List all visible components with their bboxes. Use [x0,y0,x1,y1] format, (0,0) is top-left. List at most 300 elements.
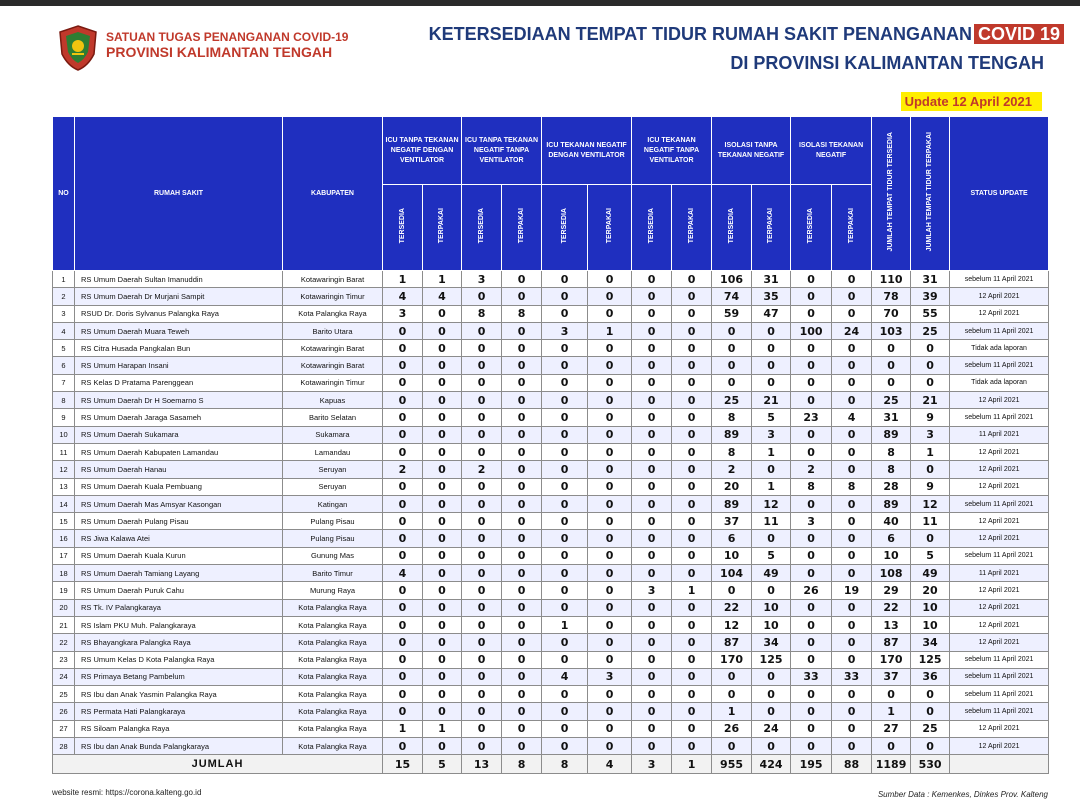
bed-count-cell: 26 [791,582,832,599]
subcol-terpakai-label: TERPAKAI [767,207,775,244]
group-icu-2: ICU TANPA TEKANAN NEGATIF TANPA VENTILATOR [462,117,542,185]
bed-count-cell: 0 [752,340,791,357]
bed-count-cell: 22 [712,599,752,616]
hospital-name: RS Citra Husada Pangkalan Bun [75,340,283,357]
bed-count-cell: 0 [752,703,791,720]
bed-count-cell: 0 [462,357,502,374]
bed-count-cell: 0 [632,599,672,616]
bed-count-cell: 0 [832,392,872,409]
bed-count-cell: 2 [462,461,502,478]
table-body [53,271,1049,755]
bed-count-cell: 0 [712,582,752,599]
bed-count-cell: 0 [423,686,462,703]
bed-count-cell: 0 [911,374,950,391]
bed-count-cell: 0 [872,340,911,357]
regency-name: Kapuas [283,392,383,409]
bed-count-cell: 0 [383,374,423,391]
bed-count-cell: 0 [423,322,462,339]
row-number: 19 [53,582,75,599]
row-number: 15 [53,513,75,530]
bed-count-cell: 0 [462,565,502,582]
bed-count-cell: 0 [423,565,462,582]
bed-count-cell: 0 [588,409,632,426]
row-number: 10 [53,426,75,443]
bed-count-cell: 0 [712,357,752,374]
regency-name: Kotawaringin Barat [283,271,383,288]
bed-count-cell: 0 [672,651,712,668]
bed-count-cell: 13 [872,616,911,633]
bed-count-cell: 0 [588,288,632,305]
bed-count-cell: 0 [462,582,502,599]
bed-count-cell: 0 [588,495,632,512]
bed-count-cell: 0 [542,738,588,755]
regency-name: Pulang Pisau [283,530,383,547]
bed-count-cell: 0 [712,340,752,357]
row-number: 21 [53,616,75,633]
website-link[interactable]: website resmi: https://corona.kalteng.go.id [52,788,202,797]
table-row [53,530,1049,547]
bed-count-cell: 3 [752,426,791,443]
bed-count-cell: 1 [872,703,911,720]
col-status-update: STATUS UPDATE [950,117,1049,271]
bed-count-cell: 0 [542,720,588,737]
bed-count-cell: 0 [588,686,632,703]
bed-count-cell: 0 [911,530,950,547]
bed-count-cell: 29 [872,582,911,599]
bed-count-cell: 0 [383,616,423,633]
bed-count-cell: 34 [752,634,791,651]
regency-name: Barito Selatan [283,409,383,426]
group-icu-3: ICU TEKANAN NEGATIF DENGAN VENTILATOR [542,117,632,185]
bed-count-cell: 103 [872,322,911,339]
total-cell: 1189 [872,755,911,774]
bed-count-cell: 0 [632,357,672,374]
table-header [53,117,1049,271]
total-cell: 195 [791,755,832,774]
bed-count-cell: 0 [423,616,462,633]
bed-count-cell: 0 [383,599,423,616]
bed-count-cell: 33 [832,668,872,685]
bed-count-cell: 0 [632,478,672,495]
bed-count-cell: 0 [502,582,542,599]
hospital-name: RS Umum Daerah Kabupaten Lamandau [75,443,283,460]
bed-count-cell: 0 [832,530,872,547]
bed-count-cell: 0 [383,686,423,703]
hospital-name: RS Umum Daerah Tamiang Layang [75,565,283,582]
bed-count-cell: 0 [752,461,791,478]
status-update-cell: sebelum 11 April 2021 [950,703,1049,720]
total-cell: 3 [632,755,672,774]
bed-count-cell: 1 [542,616,588,633]
status-update-cell: 12 April 2021 [950,530,1049,547]
bed-count-cell: 36 [911,668,950,685]
row-number: 1 [53,271,75,288]
bed-count-cell: 0 [632,547,672,564]
bed-count-cell: 0 [462,288,502,305]
status-update-cell: 12 April 2021 [950,616,1049,633]
bed-count-cell: 0 [502,547,542,564]
bed-count-cell: 0 [588,565,632,582]
bed-count-cell: 19 [832,582,872,599]
bed-count-cell: 0 [542,271,588,288]
bed-count-cell: 40 [872,513,911,530]
hospital-name: RS Umum Daerah Hanau [75,461,283,478]
table-row [53,703,1049,720]
bed-count-cell: 0 [632,271,672,288]
bed-count-cell: 4 [832,409,872,426]
row-number: 28 [53,738,75,755]
bed-count-cell: 0 [911,357,950,374]
hospital-name: RS Umum Daerah Dr Murjani Sampit [75,288,283,305]
row-number: 4 [53,322,75,339]
subcol-terpakai-label: TERPAKAI [847,207,855,244]
bed-count-cell: 0 [502,271,542,288]
bed-count-cell: 4 [383,288,423,305]
bed-count-cell: 0 [791,443,832,460]
bed-count-cell: 0 [672,478,712,495]
total-cell: 530 [911,755,950,774]
bed-count-cell: 1 [752,478,791,495]
bed-count-cell: 22 [872,599,911,616]
hospital-name: RS Islam PKU Muh. Palangkaraya [75,616,283,633]
bed-count-cell: 0 [832,443,872,460]
table-row [53,271,1049,288]
table-row [53,340,1049,357]
bed-count-cell: 0 [542,392,588,409]
bed-count-cell: 0 [423,340,462,357]
bed-count-cell: 0 [672,668,712,685]
bed-count-cell: 8 [791,478,832,495]
regency-name: Gunung Mas [283,547,383,564]
bed-count-cell: 0 [462,720,502,737]
bed-count-cell: 2 [712,461,752,478]
bed-count-cell: 20 [712,478,752,495]
bed-count-cell: 0 [502,513,542,530]
bed-count-cell: 0 [791,599,832,616]
bed-count-cell: 0 [383,634,423,651]
status-update-cell: 12 April 2021 [950,288,1049,305]
bed-count-cell: 4 [423,288,462,305]
hospital-name: RS Umum Daerah Dr H Soemarno S [75,392,283,409]
bed-count-cell: 1 [383,720,423,737]
subcol-tersedia [542,185,588,271]
bed-count-cell: 0 [462,322,502,339]
bed-count-cell: 0 [712,322,752,339]
subcol-tersedia [632,185,672,271]
covid-badge: COVID 19 [974,24,1064,44]
bed-count-cell: 0 [423,426,462,443]
table-row [53,720,1049,737]
bed-count-cell: 0 [588,738,632,755]
status-update-cell: sebelum 11 April 2021 [950,686,1049,703]
bed-count-cell: 0 [672,357,712,374]
bed-count-cell: 0 [872,738,911,755]
total-cell: 955 [712,755,752,774]
total-cell: 1 [672,755,712,774]
bed-count-cell: 8 [712,409,752,426]
title-line-2: DI PROVINSI KALIMANTAN TENGAH [730,53,1044,73]
bed-count-cell: 0 [911,686,950,703]
regency-name: Kota Palangka Raya [283,305,383,322]
bed-count-cell: 0 [542,686,588,703]
bed-count-cell: 0 [542,582,588,599]
hospital-name: RS Umum Daerah Pulang Pisau [75,513,283,530]
bed-count-cell: 0 [712,374,752,391]
bed-count-cell: 0 [632,374,672,391]
bed-count-cell: 0 [462,599,502,616]
bed-count-cell: 0 [872,357,911,374]
regency-name: Kota Palangka Raya [283,651,383,668]
organization-name [106,30,348,60]
bed-count-cell: 0 [672,409,712,426]
bed-count-cell: 0 [423,547,462,564]
bed-count-cell: 0 [672,565,712,582]
bed-count-cell: 170 [712,651,752,668]
status-update-cell: 12 April 2021 [950,738,1049,755]
bed-count-cell: 0 [502,409,542,426]
bed-count-cell: 0 [832,599,872,616]
subcol-tersedia-label: TERSEDIA [560,207,568,244]
row-number: 5 [53,340,75,357]
bed-count-cell: 0 [832,271,872,288]
col-kabupaten: KABUPATEN [283,117,383,271]
bed-count-cell: 0 [832,305,872,322]
subcol-terpakai-label: TERPAKAI [687,207,695,244]
regency-name: Kota Palangka Raya [283,738,383,755]
bed-count-cell: 27 [872,720,911,737]
bed-count-cell: 0 [542,340,588,357]
table-row [53,288,1049,305]
table-row [53,443,1049,460]
col-rumah-sakit: RUMAH SAKIT [75,117,283,271]
table-row [53,616,1049,633]
row-number: 25 [53,686,75,703]
status-update-cell: 12 April 2021 [950,582,1049,599]
bed-count-cell: 59 [712,305,752,322]
hospital-name: RS Umum Daerah Sultan Imanuddin [75,271,283,288]
row-number: 16 [53,530,75,547]
row-number: 3 [53,305,75,322]
bed-count-cell: 0 [462,686,502,703]
status-update-cell: 12 April 2021 [950,634,1049,651]
bed-count-cell: 10 [752,599,791,616]
regency-name: Kotawaringin Timur [283,374,383,391]
table-row [53,409,1049,426]
subcol-tersedia [462,185,502,271]
bed-count-cell: 0 [672,513,712,530]
subcol-terpakai-label: TERPAKAI [438,207,445,244]
bed-count-cell: 10 [712,547,752,564]
status-update-cell: 12 April 2021 [950,720,1049,737]
bed-count-cell: 0 [462,668,502,685]
bed-count-cell: 0 [462,426,502,443]
bed-count-cell: 8 [872,443,911,460]
status-update-cell: 12 April 2021 [950,461,1049,478]
bed-count-cell: 3 [383,305,423,322]
total-status-empty [950,755,1049,774]
col-jumlah-terpakai-label: JUMLAH TEMPAT TIDUR TERPAKAI [926,131,934,252]
table-row [53,495,1049,512]
row-number: 18 [53,565,75,582]
bed-count-cell: 0 [791,547,832,564]
bed-count-cell: 0 [542,426,588,443]
bed-count-cell: 0 [791,495,832,512]
bed-count-cell: 0 [588,305,632,322]
bed-count-cell: 0 [832,374,872,391]
bed-count-cell: 87 [712,634,752,651]
update-badge: Update 12 April 2021 [901,92,1042,111]
row-number: 13 [53,478,75,495]
bed-count-cell: 3 [542,322,588,339]
status-update-cell: 12 April 2021 [950,513,1049,530]
bed-count-cell: 0 [672,340,712,357]
total-cell: 4 [588,755,632,774]
bed-count-cell: 24 [752,720,791,737]
status-update-cell: sebelum 11 April 2021 [950,322,1049,339]
table-row [53,357,1049,374]
subcol-tersedia [791,185,832,271]
bed-count-cell: 28 [872,478,911,495]
table-row [53,374,1049,391]
bed-count-cell: 0 [542,599,588,616]
regency-name: Kota Palangka Raya [283,668,383,685]
bed-count-cell: 0 [632,686,672,703]
bed-count-cell: 0 [632,651,672,668]
bed-count-cell: 108 [872,565,911,582]
bed-count-cell: 0 [462,616,502,633]
bed-count-cell: 89 [712,426,752,443]
bed-count-cell: 25 [911,322,950,339]
regency-name: Kota Palangka Raya [283,703,383,720]
org-line-1: SATUAN TUGAS PENANGANAN COVID-19 [106,30,349,44]
subcol-tersedia-label: TERSEDIA [647,207,655,244]
bed-count-cell: 0 [588,426,632,443]
bed-count-cell: 125 [911,651,950,668]
bed-count-cell: 0 [672,461,712,478]
hospital-name: RS Bhayangkara Palangka Raya [75,634,283,651]
hospital-name: RS Tk. IV Palangkaraya [75,599,283,616]
hospital-name: RS Umum Daerah Muara Teweh [75,322,283,339]
bed-count-cell: 0 [632,703,672,720]
status-update-cell: 12 April 2021 [950,392,1049,409]
row-number: 11 [53,443,75,460]
bed-count-cell: 0 [542,565,588,582]
bed-count-cell: 0 [588,616,632,633]
bed-count-cell: 0 [588,513,632,530]
bed-count-cell: 0 [752,686,791,703]
row-number: 12 [53,461,75,478]
regency-name: Kota Palangka Raya [283,616,383,633]
bed-count-cell: 0 [383,530,423,547]
bed-count-cell: 0 [632,409,672,426]
bed-count-cell: 0 [502,426,542,443]
bed-count-cell: 0 [911,738,950,755]
bed-count-cell: 0 [911,340,950,357]
bed-count-cell: 0 [588,271,632,288]
col-jumlah-tersedia-label: JUMLAH TEMPAT TIDUR TERSEDIA [887,131,895,252]
bed-count-cell: 0 [423,443,462,460]
regency-name: Kotawaringin Barat [283,357,383,374]
bed-count-cell: 74 [712,288,752,305]
bed-count-cell: 104 [712,565,752,582]
table-row [53,322,1049,339]
bed-count-cell: 6 [872,530,911,547]
bed-count-cell: 0 [383,703,423,720]
status-update-cell: sebelum 11 April 2021 [950,668,1049,685]
subcol-terpakai-label: TERPAKAI [605,207,613,244]
bed-count-cell: 70 [872,305,911,322]
bed-count-cell: 0 [588,374,632,391]
subcol-terpakai-label: TERPAKAI [517,207,525,244]
bed-count-cell: 55 [911,305,950,322]
bed-count-cell: 0 [632,461,672,478]
bed-count-cell: 0 [383,582,423,599]
bed-count-cell: 37 [872,668,911,685]
status-update-cell: Tidak ada laporan [950,374,1049,391]
bed-count-cell: 20 [911,582,950,599]
table-row [53,651,1049,668]
bed-count-cell: 0 [462,634,502,651]
bed-count-cell: 0 [462,738,502,755]
regency-name: Murung Raya [283,582,383,599]
bed-count-cell: 12 [752,495,791,512]
bed-count-cell: 0 [752,357,791,374]
subcol-tersedia-label: TERSEDIA [477,207,485,244]
subcol-tersedia [712,185,752,271]
bed-count-cell: 0 [502,443,542,460]
bed-count-cell: 0 [542,495,588,512]
bed-count-cell: 8 [872,461,911,478]
bed-count-cell: 5 [752,547,791,564]
bed-count-cell: 0 [632,443,672,460]
bed-count-cell: 0 [423,495,462,512]
total-cell: 424 [752,755,791,774]
group-isolasi-2: ISOLASI TEKANAN NEGATIF [791,117,872,185]
bed-count-cell: 0 [423,651,462,668]
bed-count-cell: 33 [791,668,832,685]
bed-count-cell: 0 [791,357,832,374]
bed-count-cell: 0 [383,426,423,443]
status-update-cell: 12 April 2021 [950,478,1049,495]
bed-count-cell: 89 [872,495,911,512]
bed-count-cell: 1 [672,582,712,599]
bed-count-cell: 0 [423,305,462,322]
bed-count-cell: 0 [791,565,832,582]
regency-name: Kota Palangka Raya [283,634,383,651]
hospital-name: RS Ibu dan Anak Bunda Palangkaraya [75,738,283,755]
hospital-name: RS Umum Daerah Puruk Cahu [75,582,283,599]
hospital-name: RS Umum Kelas D Kota Palangka Raya [75,651,283,668]
bed-count-cell: 170 [872,651,911,668]
regency-name: Katingan [283,495,383,512]
table-row [53,634,1049,651]
bed-count-cell: 110 [872,271,911,288]
regency-name: Seruyan [283,461,383,478]
regency-name: Barito Timur [283,565,383,582]
bed-count-cell: 0 [632,426,672,443]
bed-count-cell: 0 [542,305,588,322]
bed-count-cell: 0 [423,513,462,530]
hospital-name: RS Umum Daerah Jaraga Sasameh [75,409,283,426]
total-cell: 5 [423,755,462,774]
bed-count-cell: 0 [502,651,542,668]
bed-count-cell: 24 [832,322,872,339]
bed-count-cell: 0 [462,443,502,460]
bed-count-cell: 0 [383,495,423,512]
regency-name: Barito Utara [283,322,383,339]
table-row [53,668,1049,685]
bed-count-cell: 11 [911,513,950,530]
